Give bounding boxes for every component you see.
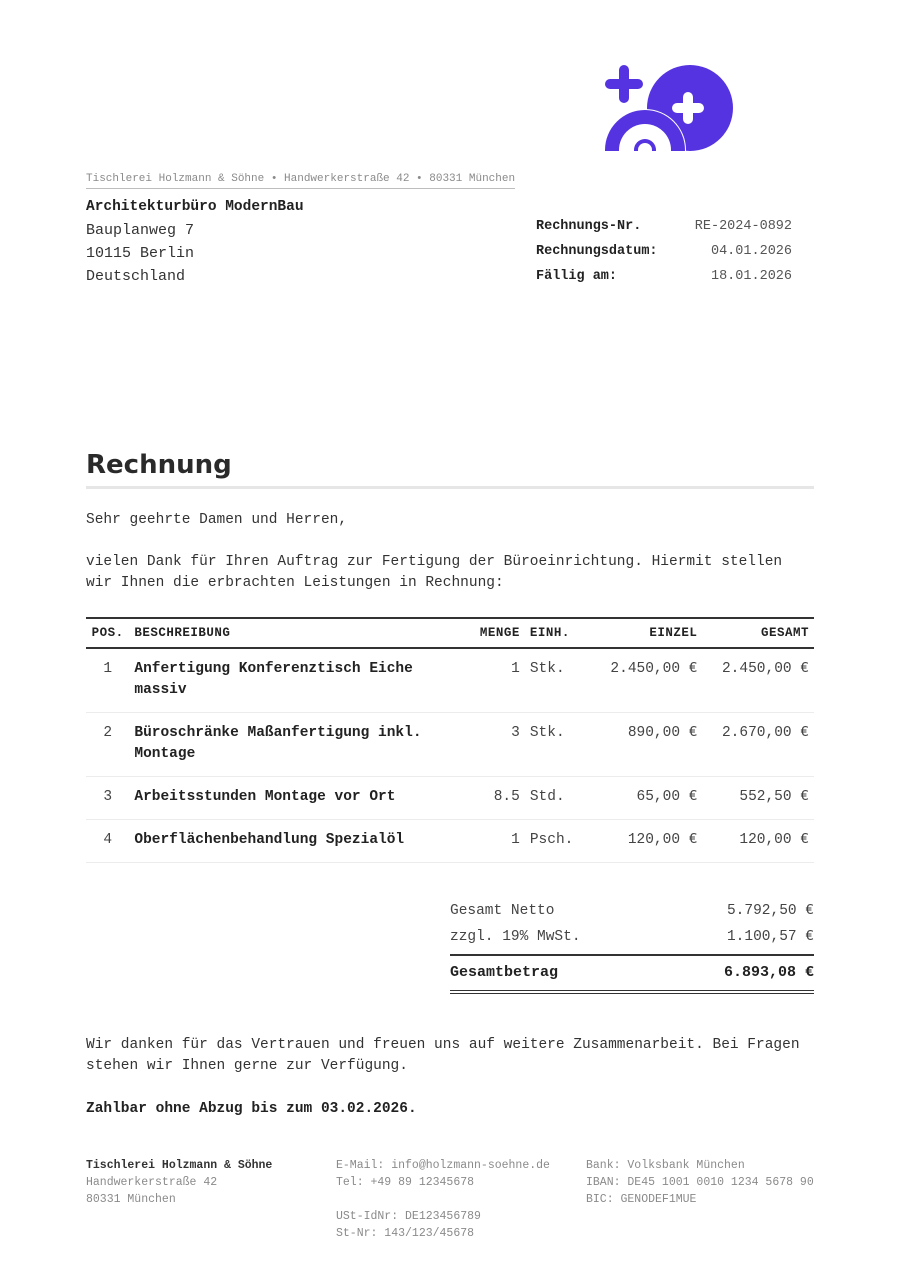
row-unit: Std. (525, 777, 597, 820)
grand-total-row (450, 954, 814, 994)
row-quantity: 3 (470, 713, 525, 777)
footer-company-name: Tischlerei Holzmann & Söhne (86, 1159, 273, 1172)
recipient-city: 10115 Berlin (86, 245, 195, 262)
vat-row (450, 924, 814, 950)
row-pos: 4 (86, 820, 129, 863)
grand-total-value: 6.893,08 € (723, 964, 814, 981)
due-date: 18.01.2026 (710, 269, 792, 284)
net-total-label: Gesamt Netto (450, 903, 555, 919)
row-description: Oberflächenbehandlung Spezialöl (129, 820, 470, 863)
footer-bic: BIC: GENODEF1MUE (586, 1193, 697, 1206)
row-unit: Psch. (525, 820, 597, 863)
footer-vat-id: USt-IdNr: DE123456789 (336, 1210, 481, 1223)
row-unit: Stk. (525, 648, 597, 713)
row-unit-price: 120,00 € (597, 820, 702, 863)
table-row (86, 713, 814, 777)
totals-block (450, 898, 814, 994)
row-total: 2.450,00 € (702, 648, 814, 713)
row-total: 120,00 € (702, 820, 814, 863)
recipient-country: Deutschland (86, 268, 186, 285)
line-items-table (86, 617, 814, 863)
sender-return-address: Tischlerei Holzmann & Söhne • Handwerkerstraße 42 • 80331 München (86, 173, 515, 189)
footer-email: E-Mail: info@holzmann-soehne.de (336, 1159, 550, 1172)
invoice-date-row (536, 239, 792, 264)
invoice-number-label: Rechnungs-Nr. (536, 219, 642, 234)
row-pos: 2 (86, 713, 129, 777)
intro-text: vielen Dank für Ihren Auftrag zur Fertigung der Büroeinrichtung. Hiermit stellen wir Ihnen die erbrachten Leistungen in Rechnung: (86, 554, 783, 591)
header-pos: POS. (86, 618, 129, 648)
company-logo-icon (600, 62, 740, 154)
footer-bank-name: Bank: Volksbank München (586, 1159, 745, 1172)
footer-city: 80331 München (86, 1193, 176, 1206)
page-title: Rechnung (86, 450, 814, 489)
table-row (86, 648, 814, 713)
footer-iban: IBAN: DE45 1001 0010 1234 5678 90 (586, 1176, 814, 1189)
row-total: 2.670,00 € (702, 713, 814, 777)
footer-company (86, 1157, 316, 1208)
footer-bank (586, 1157, 816, 1208)
row-unit-price: 2.450,00 € (597, 648, 702, 713)
footer-street: Handwerkerstraße 42 (86, 1176, 218, 1189)
row-unit-price: 65,00 € (597, 777, 702, 820)
header-description: BESCHREIBUNG (129, 618, 470, 648)
footer-tel: Tel: +49 89 12345678 (336, 1176, 475, 1189)
table-header-row (86, 618, 814, 648)
row-quantity: 1 (470, 648, 525, 713)
row-description: Anfertigung Konferenztisch Eiche massiv (129, 648, 470, 713)
row-description: Arbeitsstunden Montage vor Ort (129, 777, 470, 820)
invoice-number: RE-2024-0892 (694, 219, 792, 234)
header-unit: EINH. (525, 618, 597, 648)
table-row (86, 820, 814, 863)
net-total-value: 5.792,50 € (726, 903, 814, 919)
footer-tax-number: St-Nr: 143/123/45678 (336, 1227, 475, 1240)
recipient-street: Bauplanweg 7 (86, 222, 195, 239)
row-quantity: 8.5 (470, 777, 525, 820)
recipient-name: Architekturbüro ModernBau (86, 199, 304, 215)
header-total: GESAMT (702, 618, 814, 648)
greeting: Sehr geehrte Damen und Herren, (86, 512, 348, 528)
row-total: 552,50 € (702, 777, 814, 820)
net-total-row (450, 898, 814, 924)
header-unit-price: EINZEL (597, 618, 702, 648)
recipient-address (86, 196, 304, 288)
invoice-meta (536, 214, 792, 289)
invoice-number-row (536, 214, 792, 239)
grand-total-label: Gesamtbetrag (450, 964, 559, 981)
header-quantity: MENGE (470, 618, 525, 648)
row-unit: Stk. (525, 713, 597, 777)
row-pos: 1 (86, 648, 129, 713)
closing-text: Wir danken für das Vertrauen und freuen uns auf weitere Zusammenarbeit. Bei Fragen stehen wir Ihnen gerne zur Verfügung. (86, 1037, 800, 1074)
row-unit-price: 890,00 € (597, 713, 702, 777)
payment-terms: Zahlbar ohne Abzug bis zum 03.02.2026. (86, 1101, 417, 1117)
table-row (86, 777, 814, 820)
vat-value: 1.100,57 € (726, 929, 814, 945)
due-date-label: Fällig am: (536, 269, 618, 284)
row-pos: 3 (86, 777, 129, 820)
invoice-date-label: Rechnungsdatum: (536, 244, 658, 259)
row-description: Büroschränke Maßanfertigung inkl. Montage (129, 713, 470, 777)
due-date-row (536, 264, 792, 289)
footer-contact (336, 1157, 571, 1242)
invoice-date: 04.01.2026 (710, 244, 792, 259)
vat-label: zzgl. 19% MwSt. (450, 929, 581, 945)
row-quantity: 1 (470, 820, 525, 863)
